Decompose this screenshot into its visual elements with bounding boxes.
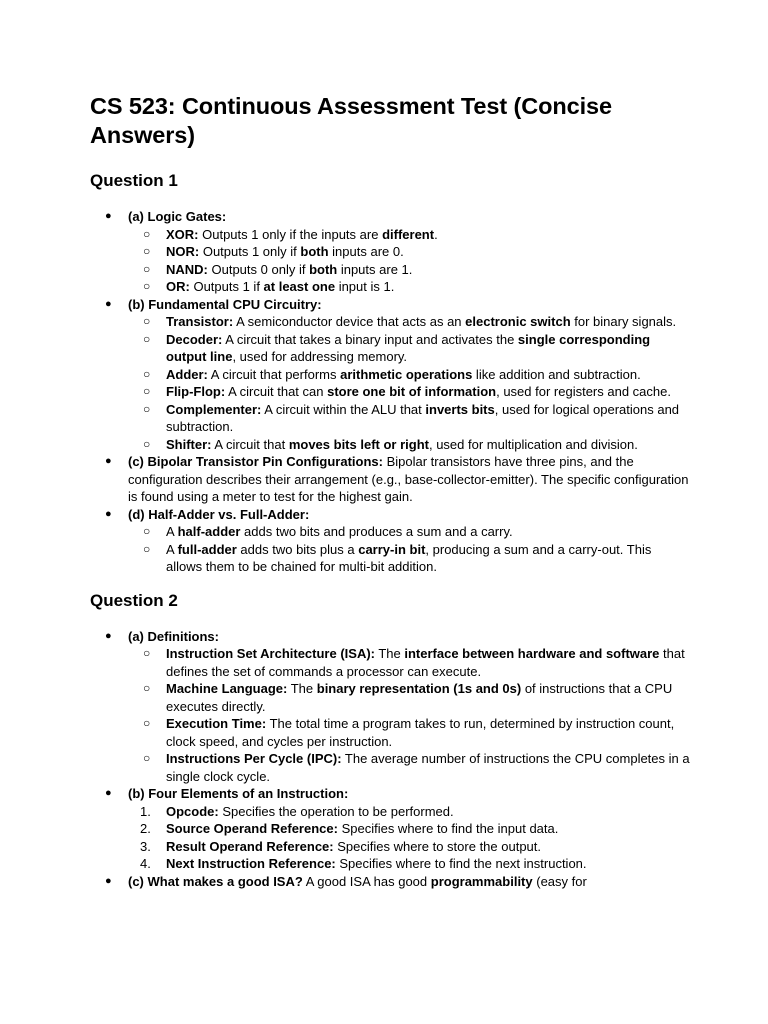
item-label: (a) Logic Gates: xyxy=(128,209,227,224)
text: Specifies where to store the output. xyxy=(333,838,542,854)
bullet-icon: ● xyxy=(105,297,112,310)
question-2-heading: Question 2 xyxy=(90,590,178,610)
bullet-icon: ● xyxy=(105,507,112,520)
circle-bullet-icon: ○ xyxy=(143,366,151,381)
term: Adder: xyxy=(166,366,208,382)
text: A circuit that can xyxy=(225,384,328,399)
text: A circuit that performs xyxy=(207,366,341,382)
item-label: (b) Fundamental CPU Circuitry: xyxy=(128,296,322,312)
numbered-item xyxy=(128,803,690,821)
term: Machine Language: xyxy=(166,681,288,696)
term: XOR: xyxy=(166,226,199,242)
term: Result Operand Reference: xyxy=(166,838,334,854)
term: Instruction Set Architecture (ISA): xyxy=(166,646,375,661)
item-number: 4. xyxy=(140,856,151,871)
emphasis: at least one xyxy=(263,279,336,294)
circle-bullet-icon: ○ xyxy=(143,716,151,730)
circle-bullet-icon: ○ xyxy=(143,226,151,241)
text: , used for multiplication and division. xyxy=(428,436,638,452)
item-number: 3. xyxy=(140,838,151,854)
numbered-item xyxy=(128,820,690,838)
text: adds two bits and produces a sum and a carry. xyxy=(240,524,513,539)
term: Transistor: xyxy=(166,314,234,329)
sub-item xyxy=(128,541,690,576)
text: like addition and subtraction. xyxy=(472,366,641,382)
circle-bullet-icon: ○ xyxy=(143,646,151,660)
sub-item xyxy=(128,436,690,454)
bullet-icon: ● xyxy=(105,629,112,642)
emphasis: moves bits left or right xyxy=(288,436,429,452)
emphasis: single corresponding output line xyxy=(166,331,651,364)
list-item-2c xyxy=(90,873,690,891)
sub-item xyxy=(128,383,690,401)
circle-bullet-icon: ○ xyxy=(143,384,151,398)
term: OR: xyxy=(166,279,190,294)
text: (easy for xyxy=(532,873,587,889)
text: adds two bits plus a xyxy=(236,541,359,557)
item-label: (c) What makes a good ISA? xyxy=(128,873,303,889)
text: Specifies where to find the input data. xyxy=(337,821,559,836)
emphasis: arithmetic operations xyxy=(340,366,473,382)
sub-item xyxy=(128,243,690,261)
circle-bullet-icon: ○ xyxy=(143,524,151,538)
emphasis: both xyxy=(309,261,338,277)
term: NAND: xyxy=(166,261,208,277)
text: Outputs 1 only if xyxy=(199,244,301,259)
text: Specifies where to find the next instruction. xyxy=(335,856,587,871)
text: A semiconductor device that acts as an xyxy=(233,314,466,329)
text: Specifies the operation to be performed. xyxy=(218,803,454,819)
sub-item xyxy=(128,313,690,331)
circle-bullet-icon: ○ xyxy=(143,244,151,258)
bullet-icon: ● xyxy=(105,787,112,799)
emphasis: interface between hardware and software xyxy=(404,646,660,661)
sub-item xyxy=(128,366,690,384)
text: The total time a program takes to run, determined by instruction count, clock speed, and cycles per instruction. xyxy=(166,716,675,749)
term: Flip-Flop: xyxy=(166,384,226,399)
document-page xyxy=(90,92,690,890)
list-item-1b xyxy=(90,296,690,454)
text: , used for logical operations and subtraction. xyxy=(166,401,680,434)
item-label: (b) Four Elements of an Instruction: xyxy=(128,786,349,801)
text: A circuit within the ALU that xyxy=(261,401,426,417)
circle-bullet-icon: ○ xyxy=(143,401,151,416)
item-label: (d) Half-Adder vs. Full-Adder: xyxy=(128,506,310,522)
sub-item xyxy=(128,401,690,436)
text: A circuit that xyxy=(211,436,289,452)
text: that defines the set of commands a processor can execute. xyxy=(166,646,685,679)
term: Decoder: xyxy=(166,331,223,347)
text: Outputs 1 only if the inputs are xyxy=(198,226,383,242)
circle-bullet-icon: ○ xyxy=(143,314,151,328)
circle-bullet-icon: ○ xyxy=(143,261,151,276)
circle-bullet-icon: ○ xyxy=(143,681,151,695)
sub-item xyxy=(128,261,690,279)
emphasis: different xyxy=(382,226,435,242)
question-1-list xyxy=(90,208,690,576)
sub-item xyxy=(128,278,690,296)
text: of instructions that a CPU executes directly. xyxy=(166,681,673,714)
text: Outputs 1 if xyxy=(189,279,264,294)
text: . xyxy=(434,226,438,242)
term: Execution Time: xyxy=(166,716,267,731)
term: Shifter: xyxy=(166,436,212,452)
term: Opcode: xyxy=(166,803,219,819)
circle-bullet-icon: ○ xyxy=(143,279,151,293)
term: NOR: xyxy=(166,244,200,259)
question-1-heading: Question 1 xyxy=(90,171,178,190)
sublist-logic-gates xyxy=(128,226,690,296)
text: Bipolar transistors have three pins, and the configuration describes their arrangement (e.g., base-collector-emitter). The specific configuration is found using a meter to test for the highest gain. xyxy=(128,454,689,504)
list-item-1d xyxy=(90,506,690,576)
list-item-2a xyxy=(90,628,690,786)
term: Source Operand Reference: xyxy=(166,821,338,836)
term: Next Instruction Reference: xyxy=(166,856,336,871)
text: , used for registers and cache. xyxy=(496,384,671,399)
text: Outputs 0 only if xyxy=(207,261,310,277)
bullet-icon: ● xyxy=(105,455,112,467)
sub-item xyxy=(128,645,690,680)
text: A xyxy=(166,541,178,557)
emphasis: half-adder xyxy=(177,524,241,539)
page-title: CS 523: Continuous Assessment Test (Concise Answers) xyxy=(90,93,612,148)
emphasis: carry-in bit xyxy=(358,541,426,557)
text: A xyxy=(166,524,178,539)
circle-bullet-icon: ○ xyxy=(143,541,151,556)
emphasis: inverts bits xyxy=(425,401,495,417)
sublist-definitions xyxy=(128,645,690,785)
text: A good ISA has good xyxy=(302,873,431,889)
emphasis: both xyxy=(300,244,329,259)
sublist-adders xyxy=(128,523,690,576)
sub-item xyxy=(128,226,690,244)
item-label: (c) Bipolar Transistor Pin Configurations: xyxy=(128,454,383,469)
sub-item xyxy=(128,750,690,785)
sub-item xyxy=(128,331,690,366)
bullet-icon: ● xyxy=(105,874,112,887)
emphasis: full-adder xyxy=(177,541,237,557)
circle-bullet-icon: ○ xyxy=(143,436,151,451)
numbered-item xyxy=(128,838,690,856)
text: The xyxy=(374,646,405,661)
term: Instructions Per Cycle (IPC): xyxy=(166,751,342,766)
question-2-list xyxy=(90,628,690,891)
text: A circuit that takes a binary input and activates the xyxy=(222,331,518,347)
bullet-icon: ● xyxy=(105,210,112,222)
emphasis: programmability xyxy=(430,873,533,889)
item-label: (a) Definitions: xyxy=(128,628,219,644)
text: , used for addressing memory. xyxy=(232,349,408,364)
sub-item xyxy=(128,523,690,541)
numbered-item xyxy=(128,855,690,873)
circle-bullet-icon: ○ xyxy=(143,751,151,765)
text: input is 1. xyxy=(335,279,395,294)
term: Complementer: xyxy=(166,401,262,417)
sub-item xyxy=(128,680,690,715)
text: inputs are 0. xyxy=(328,244,404,259)
circle-bullet-icon: ○ xyxy=(143,331,151,346)
emphasis: electronic switch xyxy=(465,314,571,329)
item-number: 1. xyxy=(140,803,151,819)
emphasis: store one bit of information xyxy=(327,384,497,399)
item-number: 2. xyxy=(140,821,151,836)
numbered-list-instruction-elements xyxy=(128,803,690,873)
list-item-1a xyxy=(90,208,690,296)
text: The xyxy=(287,681,317,696)
emphasis: binary representation (1s and 0s) xyxy=(316,681,522,696)
list-item-2b xyxy=(90,785,690,873)
text: for binary signals. xyxy=(570,314,677,329)
list-item-1c xyxy=(90,453,690,506)
text: , producing a sum and a carry-out. This allows them to be chained for multi-bit addition. xyxy=(166,541,652,574)
text: inputs are 1. xyxy=(337,261,413,277)
sub-item xyxy=(128,715,690,750)
sublist-cpu-circuitry xyxy=(128,313,690,453)
text: The average number of instructions the CPU completes in a single clock cycle. xyxy=(166,751,690,784)
